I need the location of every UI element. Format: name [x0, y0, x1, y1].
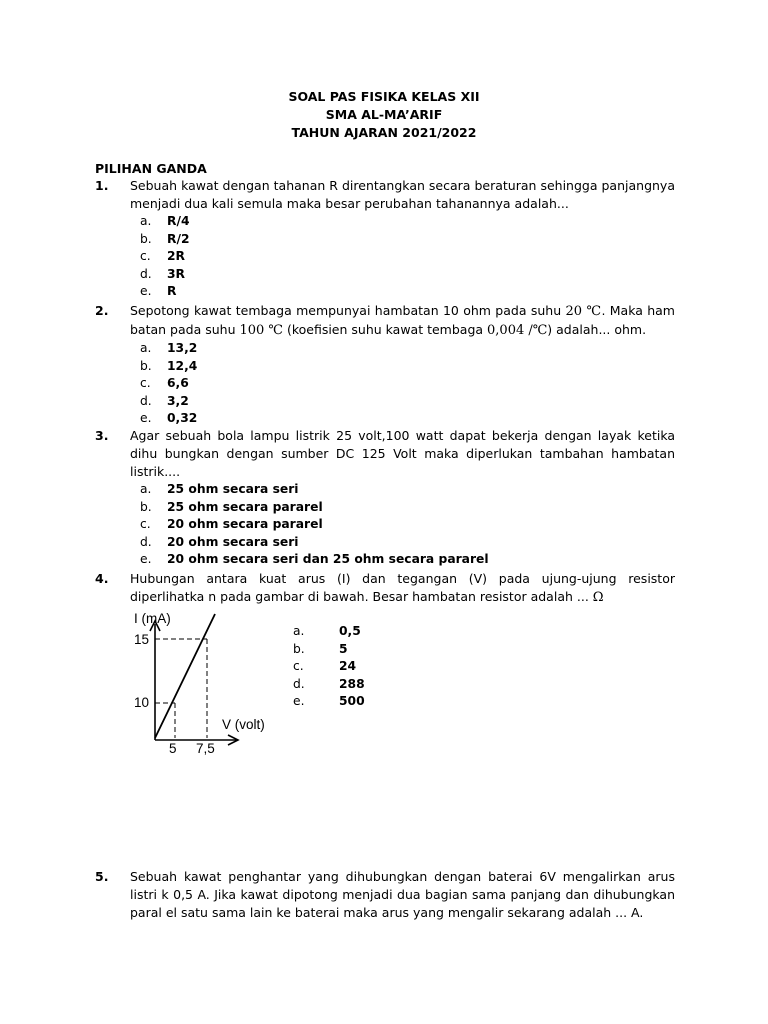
- graph-line: [155, 614, 215, 738]
- header-year: TAHUN AJARAN 2021/2022: [291, 125, 477, 140]
- iv-graph-figure: [125, 610, 280, 760]
- x-tick-5: 5: [169, 741, 177, 756]
- option-e: e. R: [140, 284, 177, 299]
- question-3: [95, 427, 675, 569]
- x-tick-7-5: 7,5: [196, 741, 215, 756]
- question-5: [95, 868, 675, 922]
- option-c: c. 20 ohm secara pararel: [140, 517, 323, 532]
- math-temp-100: 100 ℃: [239, 323, 283, 338]
- question-2: [95, 302, 675, 428]
- option-d: d. 3R: [140, 266, 186, 281]
- option-list: [140, 213, 675, 301]
- question-1: [95, 177, 675, 301]
- option-a: a. 0,5: [293, 624, 361, 638]
- question-number: 4.: [95, 571, 109, 586]
- option-b: b. 12,4: [140, 358, 198, 373]
- question-4: [95, 570, 675, 607]
- option-b: b. R/2: [140, 231, 190, 246]
- option-a: a. 25 ohm secara seri: [140, 482, 299, 496]
- question-text: Sebuah kawat dengan tahanan R direntangkan secara beraturan sehingga panjangnya menjadi dua kali semula maka besar perubahan tahanannya adalah...: [130, 178, 675, 211]
- option-d: d. 288: [293, 676, 365, 691]
- ohm-symbol: Ω: [592, 590, 604, 605]
- option-list: [140, 481, 675, 569]
- option-c: c. 24: [293, 659, 357, 674]
- question-text: Sepotong kawat tembaga mempunyai hambatan 10 ohm pada suhu 20 ℃. Maka ham batan pada suhu 100 ℃ (koefisien suhu kawat tembaga 0,004 /℃) adalah... ohm.: [130, 303, 675, 338]
- y-axis-label: I (mA): [134, 611, 171, 626]
- question-number: 2.: [95, 303, 109, 318]
- option-c: c. 2R: [140, 249, 186, 264]
- option-e: e. 0,32: [140, 411, 198, 426]
- header-title: SOAL PAS FISIKA KELAS XII: [288, 89, 480, 104]
- option-e: e. 500: [293, 694, 365, 709]
- header-school: SMA AL-MA’ARIF: [325, 107, 443, 122]
- option-c: c. 6,6: [140, 376, 189, 391]
- option-d: d. 20 ohm secara seri: [140, 534, 299, 549]
- question-number: 3.: [95, 428, 109, 443]
- math-temp-20: 20 ℃: [565, 304, 602, 319]
- question-text: Agar sebuah bola lampu listrik 25 volt,100 watt dapat bekerja dengan layak ketika dihu bungkan dengan sumber DC 125 Volt maka diperlukan tambahan hambatan listrik....: [130, 428, 675, 479]
- option-b: b. 5: [293, 641, 348, 656]
- y-tick-10: 10: [134, 695, 150, 710]
- option-list: [140, 340, 675, 428]
- question-text: Hubungan antara kuat arus (I) dan tegangan (V) pada ujung-ujung resistor diperlihatka n pada gambar di bawah. Besar hambatan resistor adalah ... Ω: [130, 571, 675, 605]
- option-a: a. 13,2: [140, 341, 198, 355]
- option-e: e. 20 ohm secara seri dan 25 ohm secara pararel: [140, 552, 489, 567]
- question-number: 1.: [95, 178, 109, 193]
- math-coefficient: 0,004 /℃: [487, 323, 548, 338]
- question-number: 5.: [95, 869, 109, 884]
- option-list-q4: [293, 623, 365, 711]
- section-title: PILIHAN GANDA: [95, 161, 207, 176]
- option-d: d. 3,2: [140, 393, 189, 408]
- question-text: Sebuah kawat penghantar yang dihubungkan dengan baterai 6V mengalirkan arus listri k 0,5 A. Jika kawat dipotong menjadi dua bagian sama panjang dan dihubungkan paral el satu sama lain ke baterai maka arus yang mengalir sekarang adalah ... A.: [130, 869, 675, 920]
- option-b: b. 25 ohm secara pararel: [140, 499, 323, 514]
- x-axis-label: V (volt): [222, 717, 265, 732]
- y-tick-15: 15: [134, 632, 150, 647]
- option-a: a. R/4: [140, 214, 190, 228]
